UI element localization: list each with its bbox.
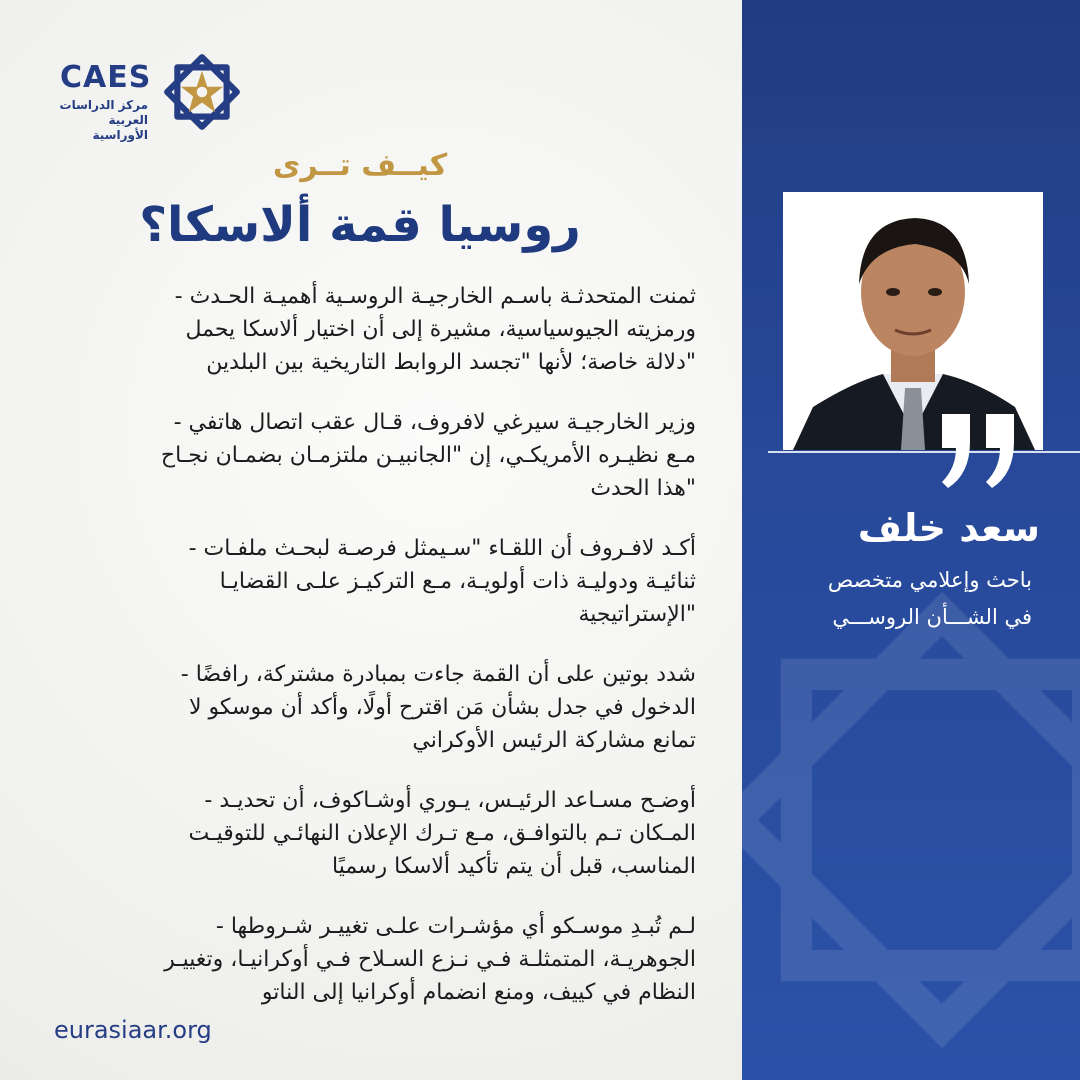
eight-point-star-icon: [158, 48, 246, 136]
caes-logo[interactable]: [54, 48, 254, 142]
article-body: [76, 280, 696, 1036]
paragraph-line: المـكان تـم بالتوافـق، مـع تـرك الإعلان النهائـي للتوقيـت: [188, 821, 696, 846]
paragraph-6: [76, 910, 696, 1009]
paragraph-line: ثنائيـة ودوليـة ذات أولويـة، مـع التركيـز علـى القضايـا: [219, 569, 696, 594]
paragraph-line: المناسب، قبل أن يتم تأكيد ألاسكا رسميًا: [331, 854, 696, 879]
paragraph-4: [76, 658, 696, 757]
author-name: سعد خلف: [857, 506, 1040, 550]
paragraph-line: "هذا الحدث: [590, 476, 696, 501]
author-title-line-2: في الشـــأن الروســـي: [832, 605, 1032, 629]
paragraph-2: [76, 406, 696, 505]
paragraph-line: وزير الخارجيـة سيرغي لافروف، قـال عقب اتصال هاتفي -: [173, 410, 696, 435]
logo-arabic-name: [54, 98, 148, 143]
paragraph-line: "دلالة خاصة؛ لأنها "تجسد الروابط التاريخية بين البلدين: [206, 350, 696, 375]
quote-mark-icon: [930, 404, 1030, 494]
author-title: [762, 562, 1032, 636]
photo-divider: [768, 451, 1080, 453]
paragraph-line: الجوهريـة، المتمثلـة فـي نـزع السـلاح فـي أوكرانيـا، وتغييـر: [164, 947, 696, 972]
paragraph-1: [76, 280, 696, 379]
paragraph-line: الدخول في جدل بشأن مَن اقترح أولًا، وأكد أن موسكو لا: [188, 695, 696, 720]
star-watermark-icon: [742, 560, 1080, 1080]
paragraph-5: [76, 784, 696, 883]
paragraph-line: ثمنت المتحدثـة باسـم الخارجيـة الروسـية أهميـة الحـدث -: [174, 284, 696, 309]
paragraph-line: مـع نظيـره الأمريكـي، إن "الجانبيـن ملتزمـان بضمـان نجـاح: [160, 443, 696, 468]
paragraph-line: أوضـح مسـاعد الرئيـس، يـوري أوشـاكوف، أن تحديـد -: [204, 788, 696, 813]
paragraph-line: تمانع مشاركة الرئيس الأوكراني: [412, 728, 696, 753]
author-title-line-1: باحث وإعلامي متخصص: [827, 568, 1032, 592]
logo-line-2: العربية الأوراسية: [92, 113, 148, 142]
paragraph-line: أكـد لافـروف أن اللقـاء "سـيمثل فرصـة لبحـث ملفـات -: [188, 536, 696, 561]
headline: روسيا قمة ألاسكا؟: [139, 197, 581, 253]
paragraph-line: لـم تُبـدِ موسـكو أي مؤشـرات علـى تغييـر شـروطها -: [215, 914, 696, 939]
paragraph-line: ورمزيته الجيوسياسية، مشيرة إلى أن اختيار ألاسكا يحمل: [185, 317, 696, 342]
paragraph-line: النظام في كييف، ومنع انضمام أوكرانيا إلى الناتو: [261, 980, 696, 1005]
logo-acronym: CAES: [60, 60, 152, 95]
paragraph-line: شدد بوتين على أن القمة جاءت بمبادرة مشتركة، رافضًا -: [180, 662, 696, 687]
kicker-title: كيــف تــرى: [272, 148, 448, 183]
logo-line-1: مركز الدراسات: [59, 98, 148, 112]
website-link[interactable]: eurasiaar.org: [54, 1016, 212, 1044]
paragraph-3: [76, 532, 696, 631]
paragraph-line: "الإستراتيجية: [578, 602, 696, 627]
